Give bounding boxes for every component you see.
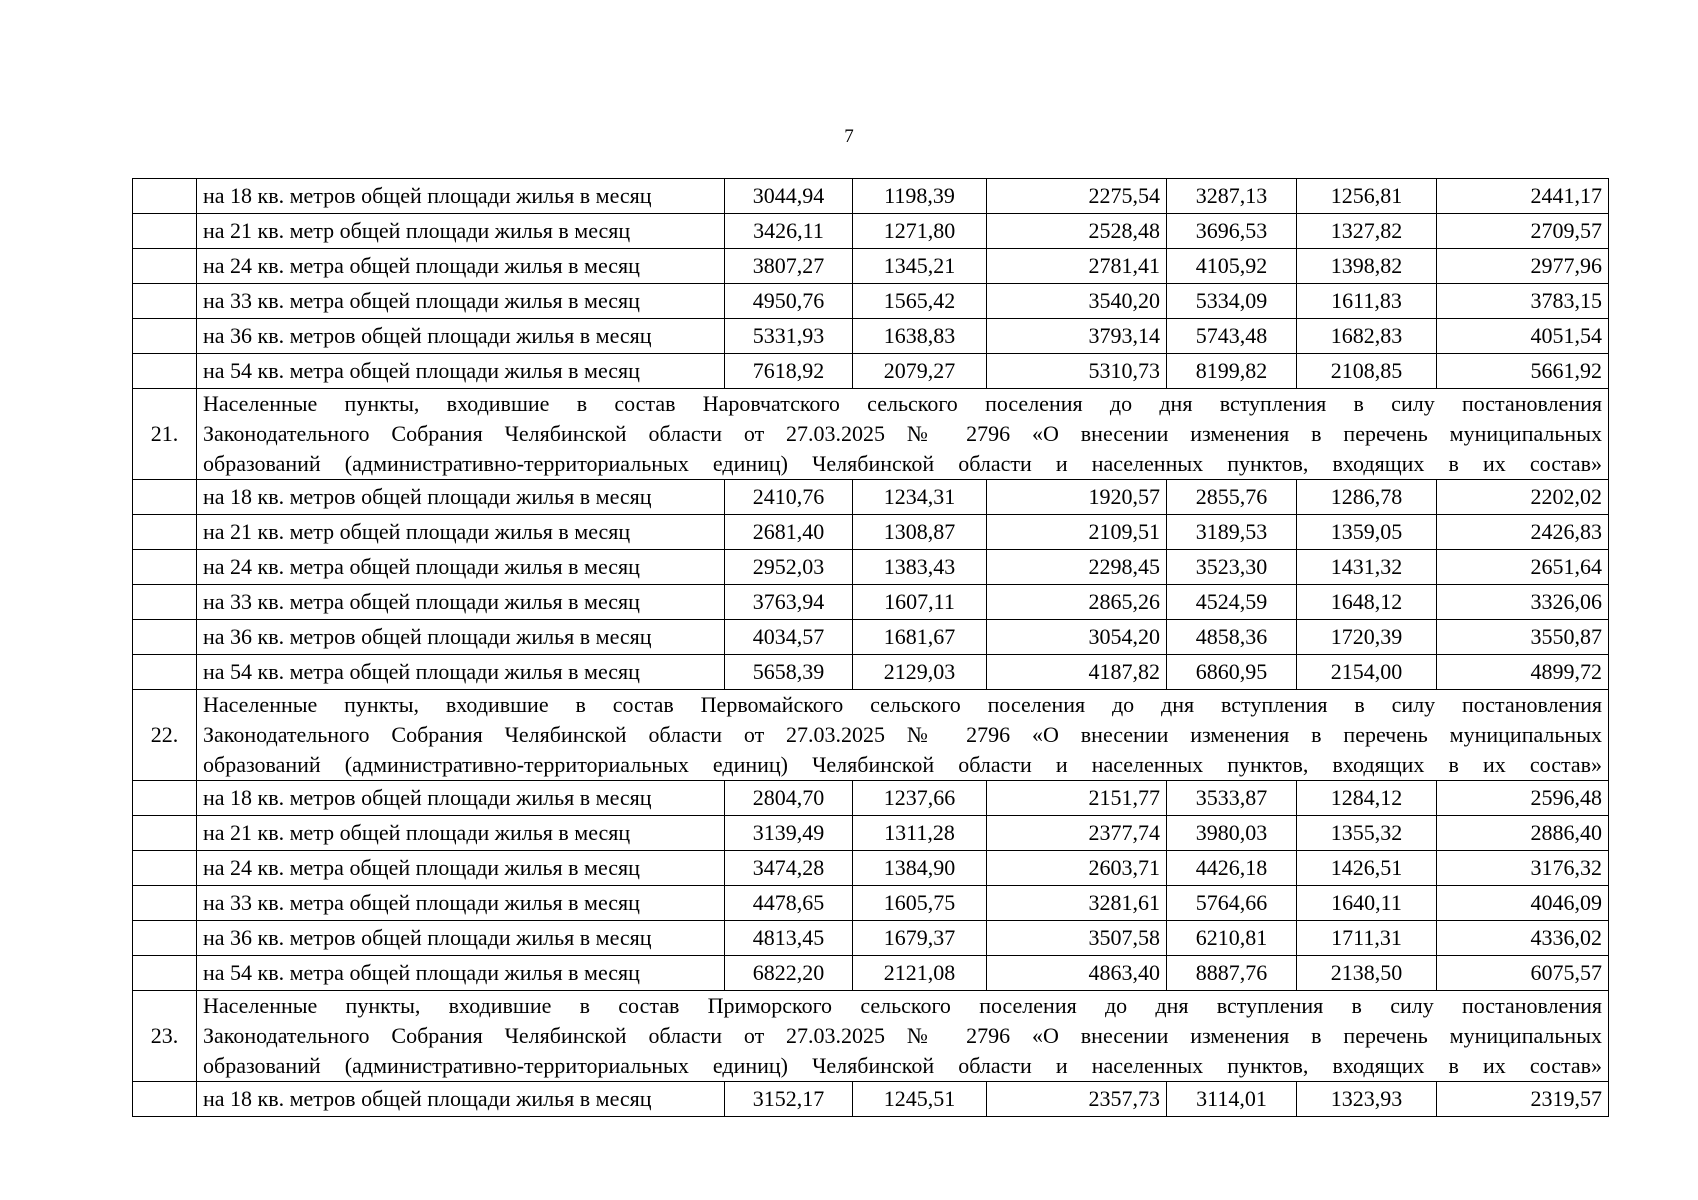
row-number-cell <box>133 1082 197 1117</box>
row-label: на 18 кв. метров общей площади жилья в месяц <box>197 480 725 515</box>
value-cell: 2651,64 <box>1437 550 1609 585</box>
table-row <box>133 214 1609 249</box>
row-label: на 21 кв. метр общей площади жилья в месяц <box>197 816 725 851</box>
row-label: на 54 кв. метра общей площади жилья в месяц <box>197 354 725 389</box>
row-number-cell <box>133 886 197 921</box>
section-title-line: образований (административно-территориальных единиц) Челябинской области и населенных пунктов, входящих в их состав» <box>203 752 1602 777</box>
value-cell: 3696,53 <box>1167 214 1297 249</box>
value-cell: 4034,57 <box>725 620 853 655</box>
value-cell: 1607,11 <box>853 585 987 620</box>
table-row <box>133 480 1609 515</box>
value-cell: 5661,92 <box>1437 354 1609 389</box>
table-row <box>133 550 1609 585</box>
row-label: на 18 кв. метров общей площади жилья в месяц <box>197 1082 725 1117</box>
value-cell: 1648,12 <box>1297 585 1437 620</box>
value-cell: 4187,82 <box>987 655 1167 690</box>
value-cell: 6860,95 <box>1167 655 1297 690</box>
section-number: 21. <box>133 389 197 480</box>
value-cell: 3176,32 <box>1437 851 1609 886</box>
value-cell: 2804,70 <box>725 781 853 816</box>
table-row <box>133 886 1609 921</box>
value-cell: 1720,39 <box>1297 620 1437 655</box>
table-row <box>133 284 1609 319</box>
row-number-cell <box>133 214 197 249</box>
value-cell: 6210,81 <box>1167 921 1297 956</box>
section-title-line: образований (административно-территориальных единиц) Челябинской области и населенных пунктов, входящих в их состав» <box>203 1053 1602 1078</box>
value-cell: 1237,66 <box>853 781 987 816</box>
row-label: на 54 кв. метра общей площади жилья в месяц <box>197 956 725 991</box>
value-cell: 3523,30 <box>1167 550 1297 585</box>
value-cell: 2154,00 <box>1297 655 1437 690</box>
section-title-line: образований (административно-территориальных единиц) Челябинской области и населенных пунктов, входящих в их состав» <box>203 451 1602 476</box>
table-row <box>133 851 1609 886</box>
value-cell: 3793,14 <box>987 319 1167 354</box>
value-cell: 3326,06 <box>1437 585 1609 620</box>
value-cell: 1308,87 <box>853 515 987 550</box>
value-cell: 1679,37 <box>853 921 987 956</box>
row-number-cell <box>133 851 197 886</box>
value-cell: 3980,03 <box>1167 816 1297 851</box>
row-number-cell <box>133 480 197 515</box>
value-cell: 1640,11 <box>1297 886 1437 921</box>
value-cell: 5331,93 <box>725 319 853 354</box>
value-cell: 4046,09 <box>1437 886 1609 921</box>
value-cell: 1345,21 <box>853 249 987 284</box>
value-cell: 2275,54 <box>987 179 1167 214</box>
section-header-row <box>133 389 1609 480</box>
value-cell: 2781,41 <box>987 249 1167 284</box>
section-title-line: Законодательного Собрания Челябинской области от 27.03.2025 № 2796 «О внесении изменения в перечень муниципальных <box>203 722 1602 747</box>
section-title <box>197 389 1609 480</box>
value-cell: 2377,74 <box>987 816 1167 851</box>
value-cell: 2603,71 <box>987 851 1167 886</box>
section-header-row <box>133 991 1609 1082</box>
row-label: на 36 кв. метров общей площади жилья в месяц <box>197 319 725 354</box>
row-label: на 24 кв. метра общей площади жилья в месяц <box>197 550 725 585</box>
value-cell: 7618,92 <box>725 354 853 389</box>
value-cell: 5334,09 <box>1167 284 1297 319</box>
table-row <box>133 585 1609 620</box>
table-row <box>133 1082 1609 1117</box>
value-cell: 4858,36 <box>1167 620 1297 655</box>
row-label: на 21 кв. метр общей площади жилья в месяц <box>197 214 725 249</box>
value-cell: 1359,05 <box>1297 515 1437 550</box>
table-row <box>133 354 1609 389</box>
row-number-cell <box>133 655 197 690</box>
tariff-table <box>132 178 1609 1117</box>
row-number-cell <box>133 515 197 550</box>
value-cell: 6075,57 <box>1437 956 1609 991</box>
value-cell: 1920,57 <box>987 480 1167 515</box>
value-cell: 1384,90 <box>853 851 987 886</box>
value-cell: 2079,27 <box>853 354 987 389</box>
value-cell: 3533,87 <box>1167 781 1297 816</box>
row-number-cell <box>133 550 197 585</box>
value-cell: 1398,82 <box>1297 249 1437 284</box>
value-cell: 8199,82 <box>1167 354 1297 389</box>
row-label: на 36 кв. метров общей площади жилья в месяц <box>197 620 725 655</box>
row-number-cell <box>133 620 197 655</box>
value-cell: 3054,20 <box>987 620 1167 655</box>
value-cell: 1256,81 <box>1297 179 1437 214</box>
table-row <box>133 249 1609 284</box>
value-cell: 4051,54 <box>1437 319 1609 354</box>
row-number-cell <box>133 956 197 991</box>
value-cell: 4105,92 <box>1167 249 1297 284</box>
section-title-line: Населенные пункты, входившие в состав Первомайского сельского поселения до дня вступления в силу постановления <box>203 692 1602 717</box>
row-label: на 36 кв. метров общей площади жилья в месяц <box>197 921 725 956</box>
value-cell: 2528,48 <box>987 214 1167 249</box>
row-label: на 54 кв. метра общей площади жилья в месяц <box>197 655 725 690</box>
value-cell: 2410,76 <box>725 480 853 515</box>
row-number-cell <box>133 319 197 354</box>
value-cell: 2138,50 <box>1297 956 1437 991</box>
value-cell: 3152,17 <box>725 1082 853 1117</box>
table-row <box>133 179 1609 214</box>
table-row <box>133 816 1609 851</box>
value-cell: 2129,03 <box>853 655 987 690</box>
row-label: на 18 кв. метров общей площади жилья в месяц <box>197 781 725 816</box>
value-cell: 8887,76 <box>1167 956 1297 991</box>
section-header-row <box>133 690 1609 781</box>
value-cell: 1311,28 <box>853 816 987 851</box>
value-cell: 3287,13 <box>1167 179 1297 214</box>
section-title-line: Населенные пункты, входившие в состав Приморского сельского поселения до дня вступления в силу постановления <box>203 993 1602 1018</box>
value-cell: 1355,32 <box>1297 816 1437 851</box>
value-cell: 3114,01 <box>1167 1082 1297 1117</box>
value-cell: 2298,45 <box>987 550 1167 585</box>
row-number-cell <box>133 354 197 389</box>
value-cell: 1323,93 <box>1297 1082 1437 1117</box>
row-label: на 24 кв. метра общей площади жилья в месяц <box>197 851 725 886</box>
row-number-cell <box>133 585 197 620</box>
value-cell: 2202,02 <box>1437 480 1609 515</box>
value-cell: 4524,59 <box>1167 585 1297 620</box>
value-cell: 4863,40 <box>987 956 1167 991</box>
section-title <box>197 991 1609 1082</box>
page-number: 7 <box>844 126 854 147</box>
value-cell: 4478,65 <box>725 886 853 921</box>
value-cell: 5310,73 <box>987 354 1167 389</box>
row-label: на 33 кв. метра общей площади жилья в месяц <box>197 886 725 921</box>
row-label: на 18 кв. метров общей площади жилья в месяц <box>197 179 725 214</box>
table-row <box>133 956 1609 991</box>
value-cell: 1286,78 <box>1297 480 1437 515</box>
row-label: на 33 кв. метра общей площади жилья в месяц <box>197 284 725 319</box>
value-cell: 1711,31 <box>1297 921 1437 956</box>
value-cell: 2108,85 <box>1297 354 1437 389</box>
value-cell: 1234,31 <box>853 480 987 515</box>
value-cell: 2855,76 <box>1167 480 1297 515</box>
table-row <box>133 921 1609 956</box>
table-row <box>133 781 1609 816</box>
row-number-cell <box>133 781 197 816</box>
value-cell: 2426,83 <box>1437 515 1609 550</box>
value-cell: 5658,39 <box>725 655 853 690</box>
value-cell: 2709,57 <box>1437 214 1609 249</box>
row-label: на 33 кв. метра общей площади жилья в месяц <box>197 585 725 620</box>
value-cell: 1284,12 <box>1297 781 1437 816</box>
value-cell: 1327,82 <box>1297 214 1437 249</box>
value-cell: 2357,73 <box>987 1082 1167 1117</box>
value-cell: 2865,26 <box>987 585 1167 620</box>
value-cell: 2681,40 <box>725 515 853 550</box>
value-cell: 4336,02 <box>1437 921 1609 956</box>
value-cell: 3426,11 <box>725 214 853 249</box>
value-cell: 2109,51 <box>987 515 1167 550</box>
value-cell: 3507,58 <box>987 921 1167 956</box>
table-row <box>133 319 1609 354</box>
value-cell: 1245,51 <box>853 1082 987 1117</box>
value-cell: 1605,75 <box>853 886 987 921</box>
value-cell: 1271,80 <box>853 214 987 249</box>
value-cell: 3550,87 <box>1437 620 1609 655</box>
section-number: 22. <box>133 690 197 781</box>
value-cell: 2441,17 <box>1437 179 1609 214</box>
value-cell: 3763,94 <box>725 585 853 620</box>
value-cell: 2952,03 <box>725 550 853 585</box>
section-title-line: Населенные пункты, входившие в состав Наровчатского сельского поселения до дня вступления в силу постановления <box>203 391 1602 416</box>
value-cell: 3189,53 <box>1167 515 1297 550</box>
row-number-cell <box>133 179 197 214</box>
value-cell: 1682,83 <box>1297 319 1437 354</box>
value-cell: 2886,40 <box>1437 816 1609 851</box>
section-title <box>197 690 1609 781</box>
value-cell: 2151,77 <box>987 781 1167 816</box>
section-title-line: Законодательного Собрания Челябинской области от 27.03.2025 № 2796 «О внесении изменения в перечень муниципальных <box>203 1023 1602 1048</box>
value-cell: 4426,18 <box>1167 851 1297 886</box>
value-cell: 3783,15 <box>1437 284 1609 319</box>
value-cell: 1431,32 <box>1297 550 1437 585</box>
value-cell: 3139,49 <box>725 816 853 851</box>
value-cell: 1681,67 <box>853 620 987 655</box>
value-cell: 6822,20 <box>725 956 853 991</box>
row-label: на 21 кв. метр общей площади жилья в месяц <box>197 515 725 550</box>
value-cell: 1198,39 <box>853 179 987 214</box>
value-cell: 1565,42 <box>853 284 987 319</box>
value-cell: 5743,48 <box>1167 319 1297 354</box>
value-cell: 3044,94 <box>725 179 853 214</box>
table-row <box>133 655 1609 690</box>
table-row <box>133 515 1609 550</box>
value-cell: 3474,28 <box>725 851 853 886</box>
row-number-cell <box>133 284 197 319</box>
value-cell: 3540,20 <box>987 284 1167 319</box>
value-cell: 4899,72 <box>1437 655 1609 690</box>
tariff-table-body <box>133 179 1609 1117</box>
row-number-cell <box>133 921 197 956</box>
value-cell: 1426,51 <box>1297 851 1437 886</box>
value-cell: 2319,57 <box>1437 1082 1609 1117</box>
value-cell: 2596,48 <box>1437 781 1609 816</box>
section-title-line: Законодательного Собрания Челябинской области от 27.03.2025 № 2796 «О внесении изменения в перечень муниципальных <box>203 421 1602 446</box>
section-number: 23. <box>133 991 197 1082</box>
row-number-cell <box>133 249 197 284</box>
value-cell: 2121,08 <box>853 956 987 991</box>
value-cell: 1638,83 <box>853 319 987 354</box>
row-label: на 24 кв. метра общей площади жилья в месяц <box>197 249 725 284</box>
table-row <box>133 620 1609 655</box>
value-cell: 4813,45 <box>725 921 853 956</box>
value-cell: 5764,66 <box>1167 886 1297 921</box>
value-cell: 1383,43 <box>853 550 987 585</box>
value-cell: 4950,76 <box>725 284 853 319</box>
value-cell: 3281,61 <box>987 886 1167 921</box>
row-number-cell <box>133 816 197 851</box>
value-cell: 1611,83 <box>1297 284 1437 319</box>
value-cell: 2977,96 <box>1437 249 1609 284</box>
value-cell: 3807,27 <box>725 249 853 284</box>
